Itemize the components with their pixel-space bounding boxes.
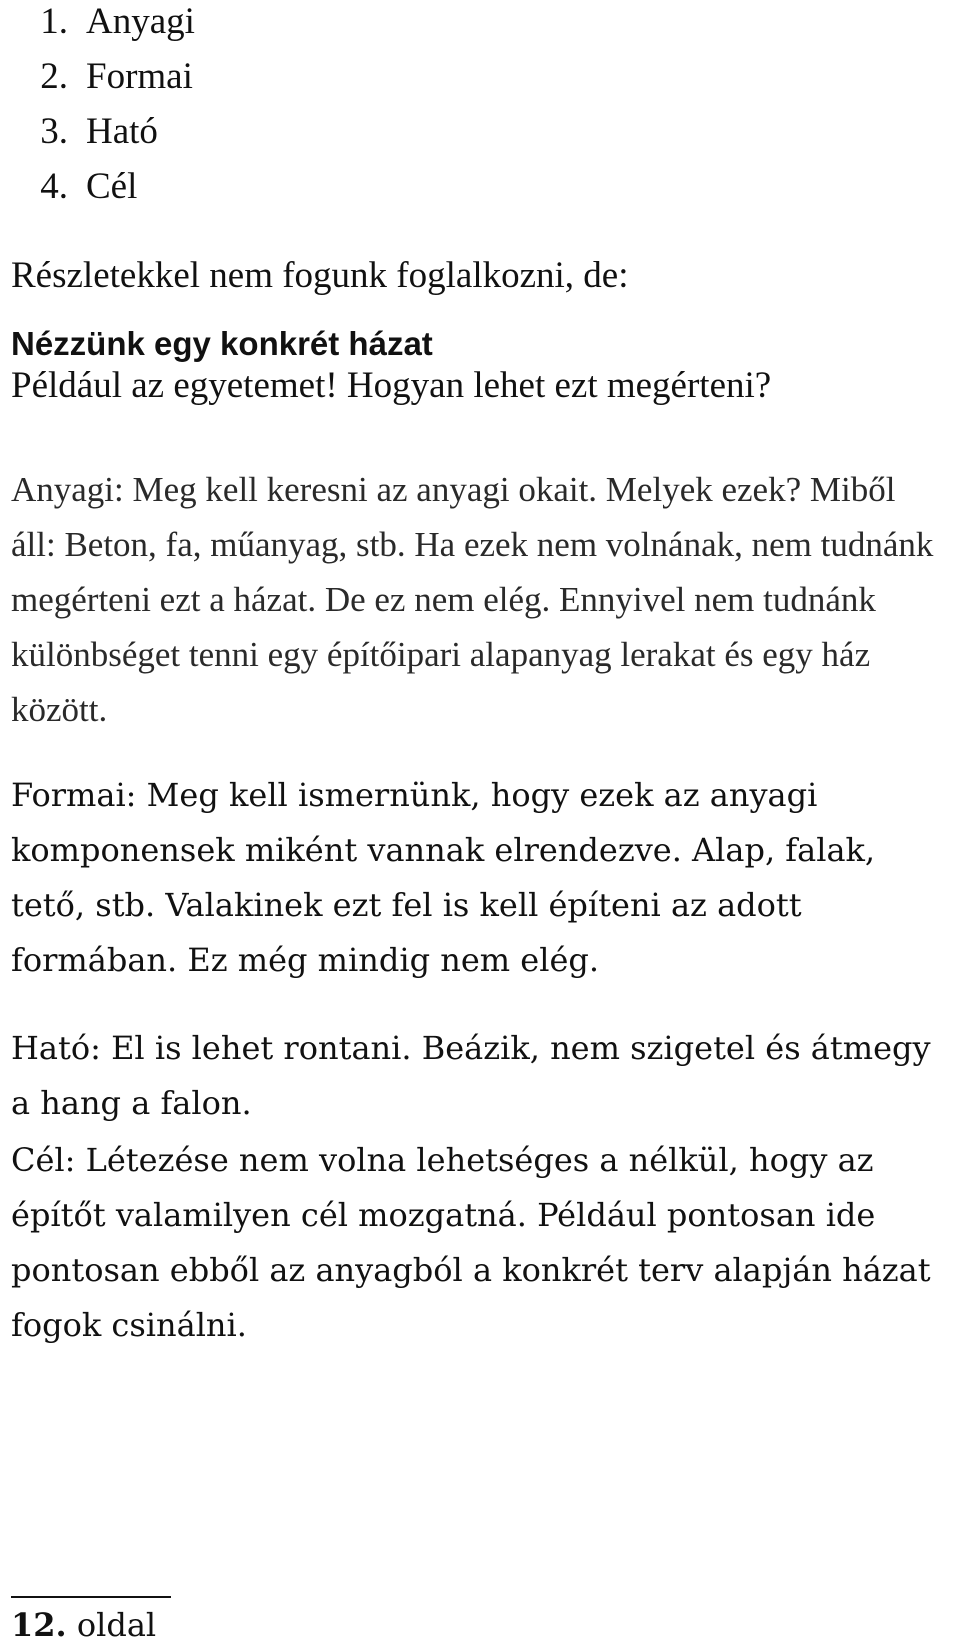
- intro-text: Részletekkel nem fogunk foglalkozni, de:: [11, 255, 629, 296]
- section-heading: Nézzünk egy konkrét házat: [11, 325, 433, 362]
- paragraph-hato: Ható: El is lehet rontani. Beázik, nem szigetel és átmegy a hang a falon.: [11, 1029, 931, 1122]
- list-item: [11, 104, 195, 159]
- page-number: [11, 1604, 156, 1646]
- page-number-label: oldal: [76, 1606, 157, 1644]
- list-item-number: 2.: [40, 56, 68, 97]
- example-text: Például az egyetemet! Hogyan lehet ezt megérteni?: [11, 365, 772, 406]
- list-item-label: Formai: [86, 56, 193, 97]
- list-item-number: 4.: [40, 166, 68, 207]
- page-number-value: 12.: [11, 1606, 67, 1644]
- list-item-label: Cél: [86, 166, 138, 207]
- list-item-number: 3.: [40, 111, 68, 152]
- causes-list: [11, 0, 195, 214]
- paragraph-cel: Cél: Létezése nem volna lehetséges a nélkül, hogy az építőt valamilyen cél mozgatná. Például pontosan ide pontosan ebből az anyagból a konkrét terv alapján házat fogok csinálni.: [11, 1141, 931, 1344]
- list-item-label: Ható: [86, 111, 158, 152]
- footer-rule: [11, 1596, 171, 1598]
- paragraph-formai: Formai: Meg kell ismernünk, hogy ezek az anyagi komponensek miként vannak elrendezve. Alap, falak, tető, stb. Valakinek ezt fel is kell építeni az adott formában. Ez még mindig nem elég.: [11, 776, 876, 979]
- list-item: [11, 49, 195, 104]
- list-item-number: 1.: [40, 1, 68, 42]
- list-item: [11, 0, 195, 49]
- list-item-label: Anyagi: [86, 1, 195, 42]
- list-item: [11, 159, 195, 214]
- paragraph-anyagi: Anyagi: Meg kell keresni az anyagi okait. Melyek ezek? Miből áll: Beton, fa, műanyag, stb. Ha ezek nem volnának, nem tudnánk megérteni ezt a házat. De ez nem elég. Ennyivel nem tudnánk különbséget tenni egy építőipari alapanyag lerakat és egy ház között.: [11, 470, 934, 729]
